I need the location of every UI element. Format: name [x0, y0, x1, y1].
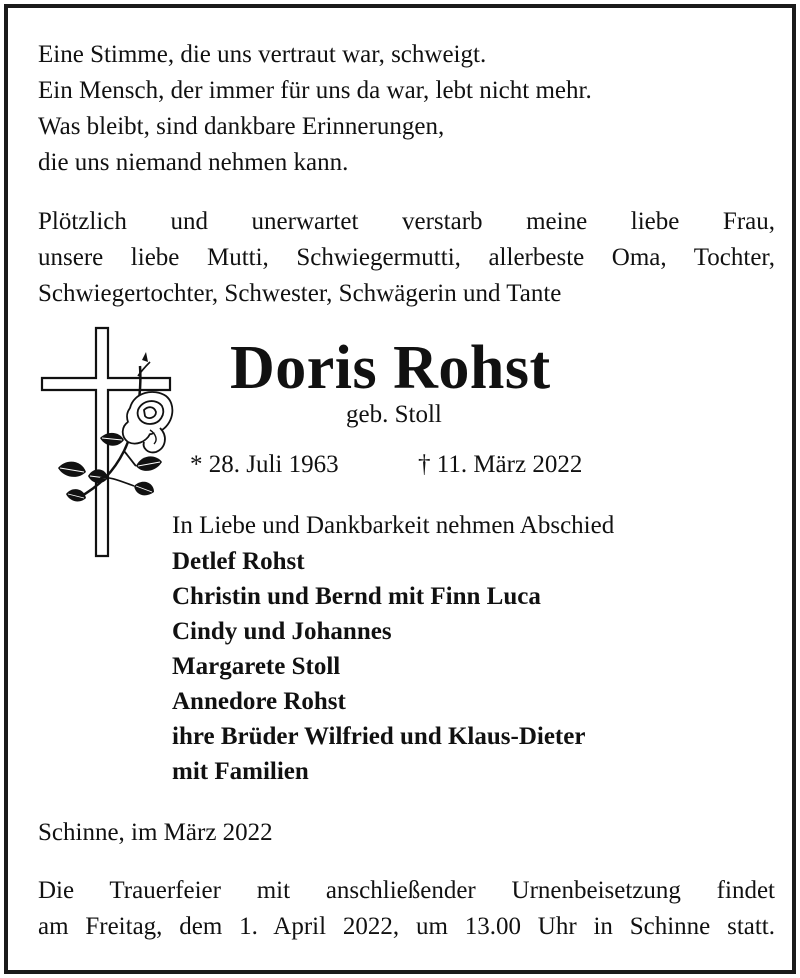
- mourner-6: ihre Brüder Wilfried und Klaus-Dieter: [172, 723, 586, 750]
- ceremony-line-2: am Freitag, dem 1. April 2022, um 13.00 Uhr in Schinne statt.: [38, 913, 775, 940]
- poem-line-1: Eine Stimme, die uns vertraut war, schweigt.: [38, 41, 487, 68]
- poem-line-4: die uns niemand nehmen kann.: [38, 149, 349, 176]
- obituary-notice: [4, 4, 796, 974]
- death-date: † 11. März 2022: [418, 451, 583, 478]
- deceased-name: Doris Rohst: [230, 334, 551, 402]
- intro-line-2: unsere liebe Mutti, Schwiegermutti, allerbeste Oma, Tochter,: [38, 244, 775, 271]
- intro-line-1: Plötzlich und unerwartet verstarb meine liebe Frau,: [38, 208, 775, 235]
- ceremony-line-1: Die Trauerfeier mit anschließender Urnenbeisetzung findet: [38, 877, 775, 904]
- poem-line-2: Ein Mensch, der immer für uns da war, lebt nicht mehr.: [38, 77, 592, 104]
- mourner-5: Annedore Rohst: [172, 688, 346, 715]
- mourner-3: Cindy und Johannes: [172, 618, 392, 645]
- maiden-name: geb. Stoll: [346, 401, 442, 428]
- poem-line-3: Was bleibt, sind dankbare Erinnerungen,: [38, 113, 445, 140]
- mourner-1: Detlef Rohst: [172, 548, 305, 575]
- place-date: Schinne, im März 2022: [38, 819, 273, 846]
- mourner-7: mit Familien: [172, 758, 309, 785]
- mourner-4: Margarete Stoll: [172, 653, 341, 680]
- farewell-text: In Liebe und Dankbarkeit nehmen Abschied: [172, 512, 615, 539]
- intro-line-3: Schwiegertochter, Schwester, Schwägerin und Tante: [38, 280, 562, 307]
- birth-date: * 28. Juli 1963: [190, 451, 339, 478]
- mourner-2: Christin und Bernd mit Finn Luca: [172, 583, 541, 610]
